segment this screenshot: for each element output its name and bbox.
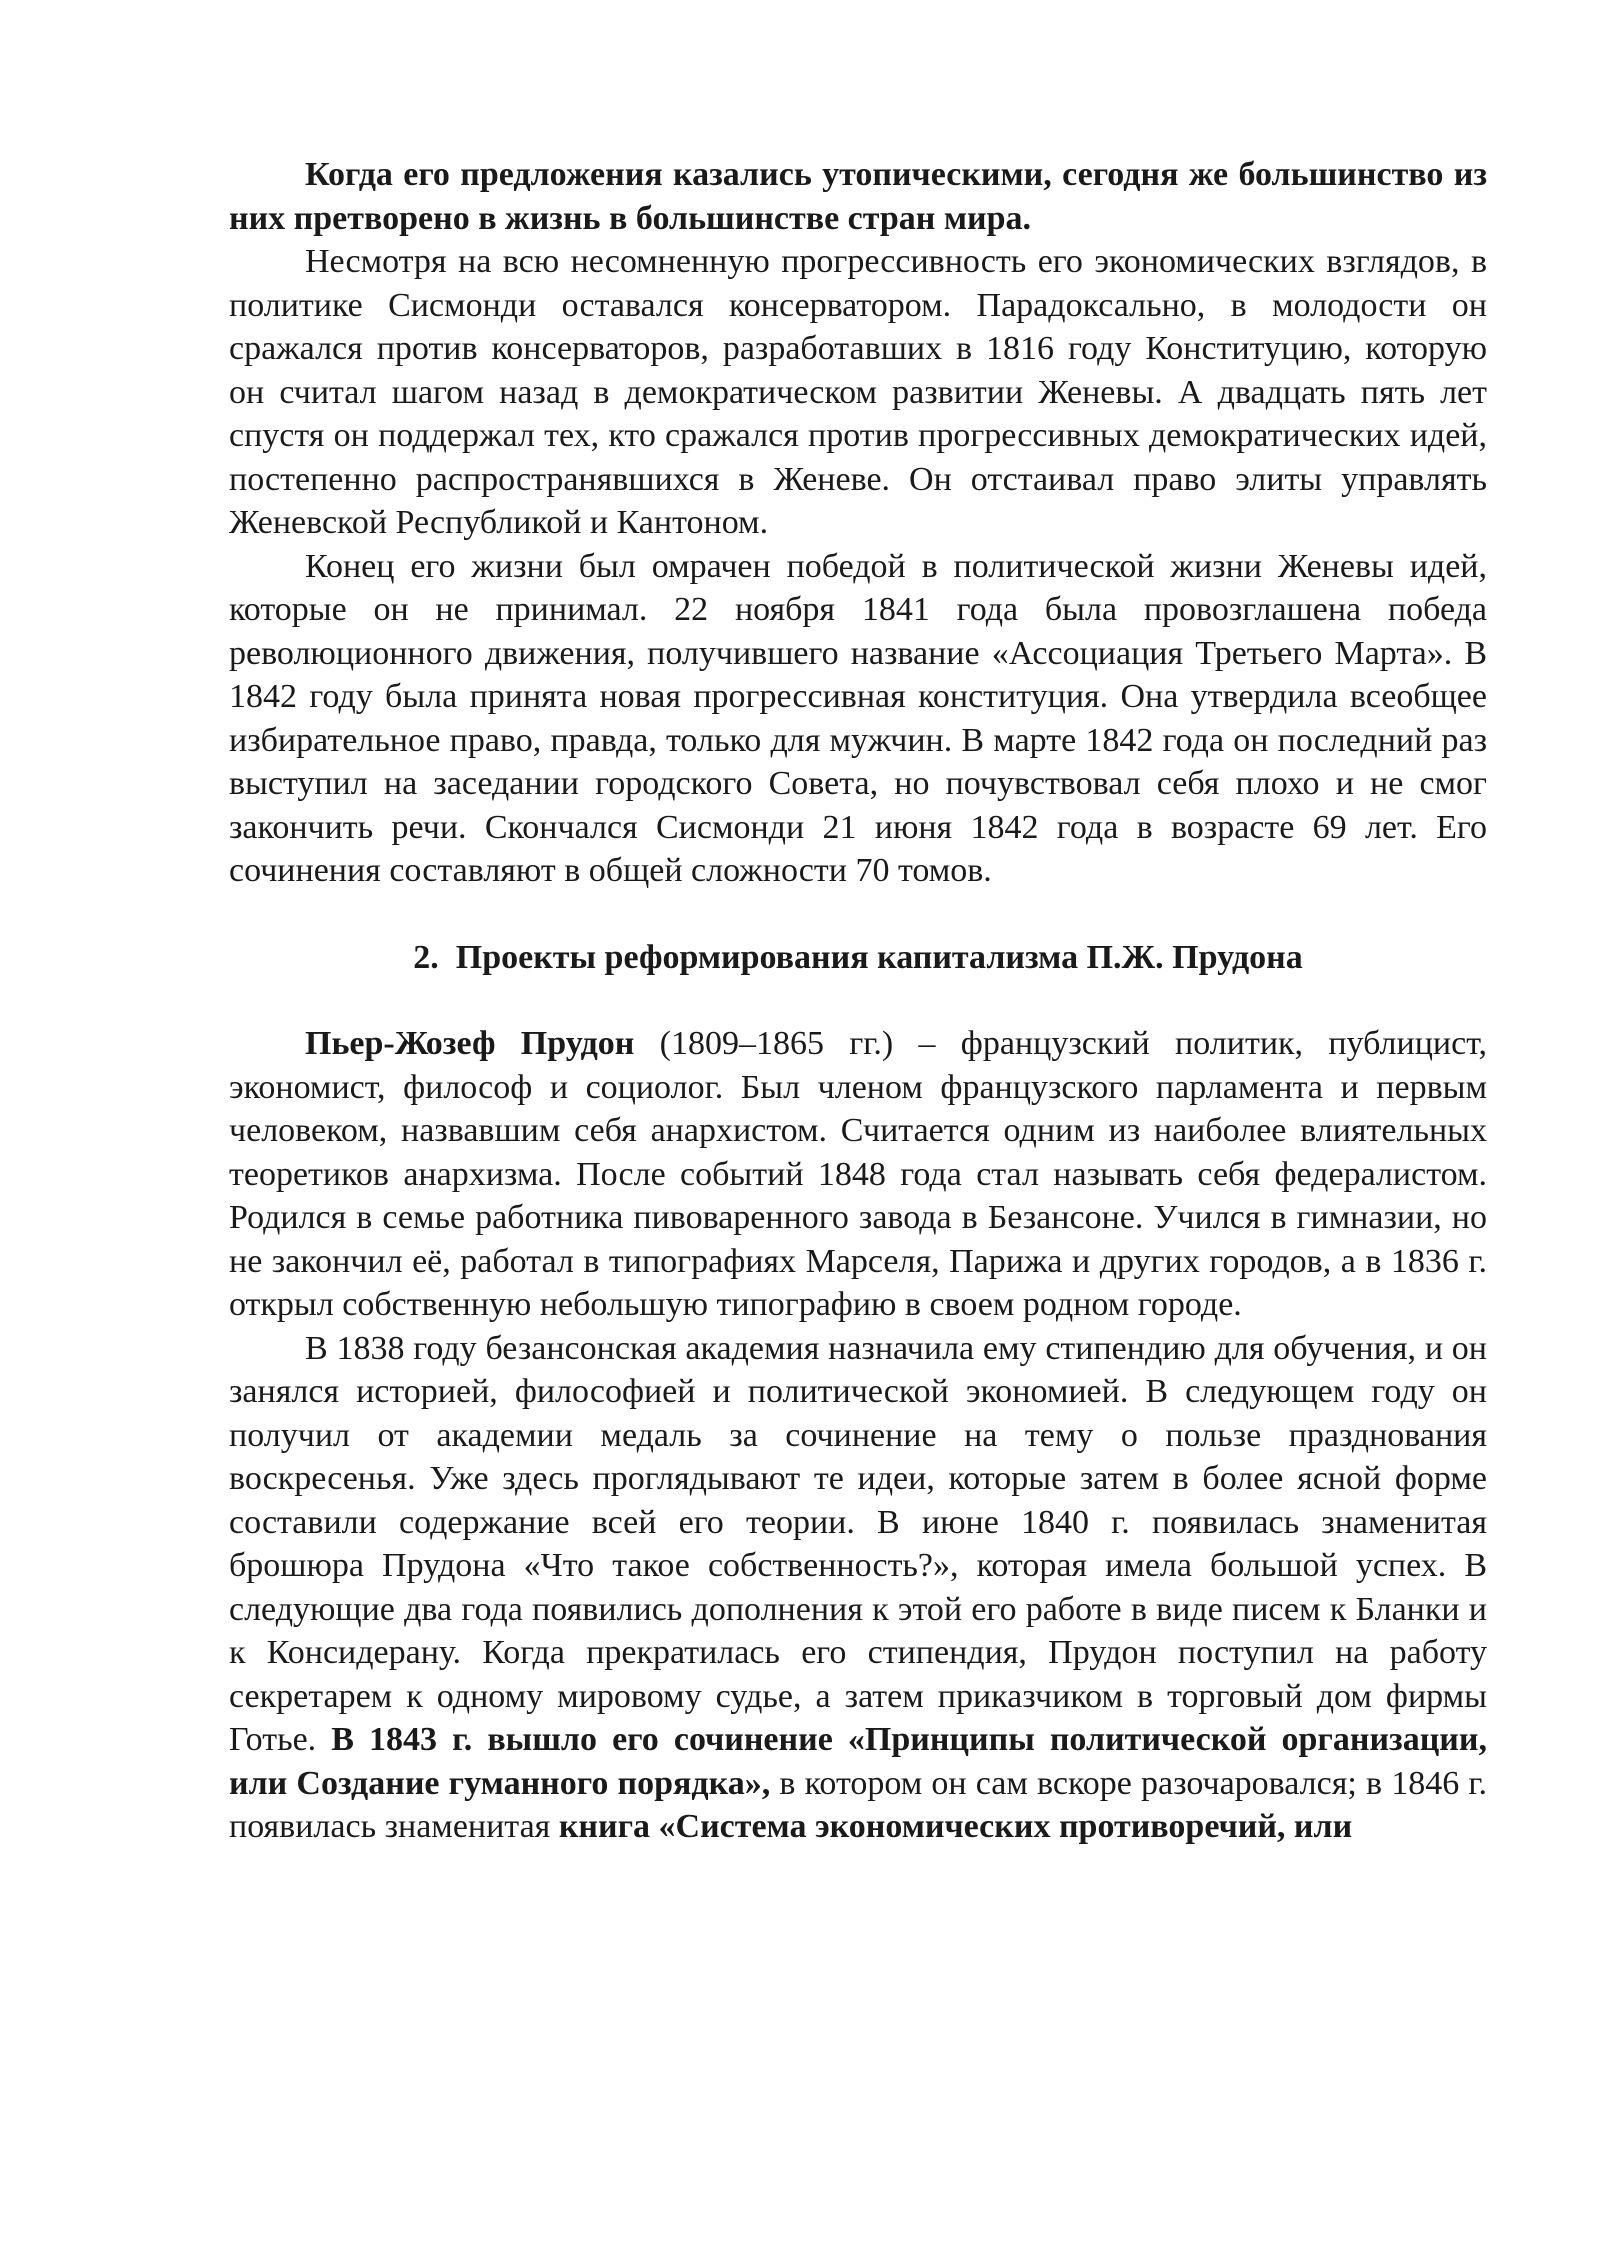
paragraph-text: Когда его предложения казались утопическими, сегодня же большинство из них претворено в жизнь в большинстве стран мира. bbox=[229, 156, 1487, 237]
paragraph-text: Конец его жизни был омрачен победой в политической жизни Женевы идей, которые он не принимал. 22 ноября 1841 года была провозглашена победа революционного движения, получившего название «Ассоциация Третьего Марта». В 1842 году была принята новая прогрессивная конституция. Она утвердила всеобщее избирательное право, правда, только для мужчин. В марте 1842 года он последний раз выступил на заседании городского Совета, но почувствовал себя плохо и не смог закончить речи. Скончался Сисмонди 21 июня 1842 года в возрасте 69 лет. Его сочинения составляют в общей сложности 70 томов. bbox=[229, 547, 1487, 889]
paragraph-proudhon-bio bbox=[229, 1022, 1487, 1327]
paragraph-text: (1809–1865 гг.) – французский политик, публицист, экономист, философ и социолог. Был членом французского парламента и первым человеком, назвавшим себя анархистом. Считается одним из наиболее влиятельных теоретиков анархизма. После событий 1848 года стал называть себя федералистом. Родился в семье работника пивоваренного завода в Безансоне. Учился в гимназии, но не закончил её, работал в типографиях Марселя, Парижа и других городов, а в 1836 г. открыл собственную небольшую типографию в своем родном городе. bbox=[229, 1025, 1487, 1323]
bold-work-1843: В 1843 г. вышло его сочинение «Принципы политической организации, или Создание гуманного порядка», bbox=[229, 1721, 1487, 1802]
document-body bbox=[229, 153, 1487, 1849]
person-name: Пьер-Жозеф Прудон bbox=[305, 1025, 635, 1062]
paragraph-text: В 1838 году безансонская академия назначила ему стипендию для обучения, и он занялся историей, философией и политической экономией. В следующем году он получил от академии медаль за сочинение на тему о пользе празднования воскресенья. Уже здесь проглядывают те идеи, которые затем в более ясной форме составили содержание всей его теории. В июне 1840 г. появилась знаменитая брошюра Прудона «Что такое собственность?», которая имела большой успех. В следующие два года появились дополнения к этой его работе в виде писем к Бланки и к Консидерану. Когда прекратилась его стипендия, Прудон поступил на работу секретарем к одному мировому судье, а затем приказчиком в торговый дом фирмы Готье. bbox=[229, 1329, 1487, 1758]
paragraph-text: Несмотря на всю несомненную прогрессивность его экономических взглядов, в политике Сисмонди оставался консерватором. Парадоксально, в молодости он сражался против консерваторов, разработавших в 1816 году Конституцию, которую он считал шагом назад в демократическом развитии Женевы. А двадцать пять лет спустя он поддержал тех, кто сражался против прогрессивных демократических идей, постепенно распространявшихся в Женеве. Он отстаивал право элиты управлять Женевской Республикой и Кантоном. bbox=[229, 243, 1487, 541]
paragraph-proudhon-career bbox=[229, 1327, 1487, 1849]
paragraph-text: в котором он сам вскоре разочаровался; в 1846 г. появилась знаменитая bbox=[229, 1764, 1487, 1845]
section-heading bbox=[229, 936, 1487, 980]
paragraph-utopian-proposals bbox=[229, 153, 1487, 240]
bold-work-1846: книга «Система экономических противоречий, или bbox=[558, 1808, 1353, 1845]
section-title: Проекты реформирования капитализма П.Ж. Прудона bbox=[455, 938, 1303, 976]
paragraph-sismondi-end-of-life bbox=[229, 545, 1487, 893]
section-number: 2. bbox=[413, 938, 439, 976]
paragraph-sismondi-politics bbox=[229, 240, 1487, 545]
